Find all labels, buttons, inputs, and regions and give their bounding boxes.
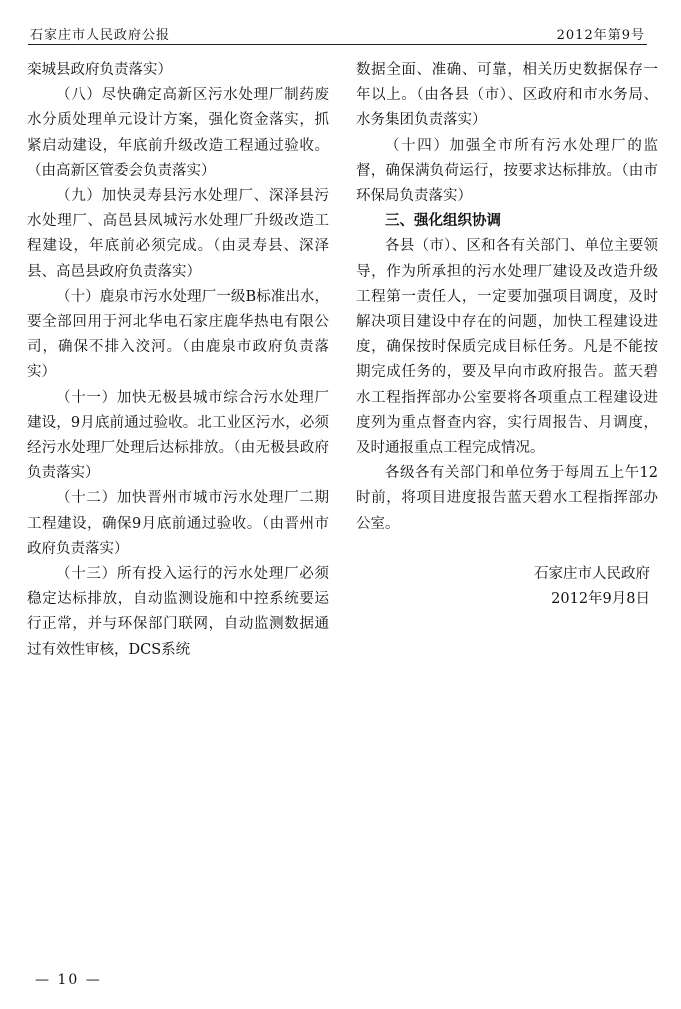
paragraph: 数据全面、准确、可靠，相关历史数据保存一年以上。（由各县（市）、区政府和市水务局、水务集团负责落实） (356, 62, 658, 129)
publication-title: 石家庄市人民政府公报 (30, 28, 171, 43)
paragraph: （九）加快灵寿县污水处理厂、深泽县污水处理厂、高邑县凤城污水处理厂升级改造工程建设，年底前必须完成。（由灵寿县、深泽县、高邑县政府负责落实） (27, 188, 329, 280)
paragraph: （十四）加强全市所有污水处理厂的监督，确保满负荷运行，按要求达标排放。（由市环保局负责落实） (356, 137, 658, 205)
signature-block (356, 562, 658, 612)
signature-date: 2012年9月8日 (551, 590, 650, 607)
section-heading: 三、强化组织协调 (385, 213, 501, 230)
page-number: — 10 — (35, 972, 102, 988)
paragraph: （十二）加快晋州市城市污水处理厂二期工程建设，确保9月底前通过验收。（由晋州市政府负责落实） (27, 490, 329, 557)
paragraph: （八）尽快确定高新区污水处理厂制药废水分质处理单元设计方案，强化资金落实，抓紧启动建设，年底前升级改造工程通过验收。（由高新区管委会负责落实） (27, 87, 329, 179)
signature-issuer: 石家庄市人民政府 (534, 565, 650, 582)
paragraph: 各级各有关部门和单位务于每周五上午12时前，将项目进度报告蓝天碧水工程指挥部办公室。 (356, 465, 658, 532)
paragraph: （十）鹿泉市污水处理厂一级B标准出水，要全部回用于河北华电石家庄鹿华热电有限公司，确保不排入洨河。（由鹿泉市政府负责落实） (27, 288, 329, 381)
page-header (28, 22, 647, 45)
paragraph: 栾城县政府负责落实） (27, 62, 172, 78)
issue-number: 2012年第9号 (556, 28, 645, 43)
right-column (356, 58, 658, 612)
paragraph: （十三）所有投入运行的污水处理厂必须稳定达标排放，自动监测设施和中控系统要运行正常，并与环保部门联网，自动监测数据通过有效性审核，DCS系统 (27, 566, 329, 658)
paragraph: （十一）加快无极县城市综合污水处理厂建设，9月底前通过验收。北工业区污水，必须经污水处理厂处理后达标排放。（由无极县政府负责落实） (27, 389, 329, 482)
paragraph: 各县（市）、区和各有关部门、单位主要领导，作为所承担的污水处理厂建设及改造升级工程第一责任人，一定要加强项目调度，及时解决项目建设中存在的问题，加快工程建设进度，确保按时保质完成目标任务。凡是不能按期完成任务的，要及早向市政府报告。蓝天碧水工程指挥部办公室要将各项重点工程建设进度列为重点督查内容，实行周报告、月调度，及时通报重点工程完成情况。 (356, 238, 658, 457)
left-column (27, 58, 329, 663)
